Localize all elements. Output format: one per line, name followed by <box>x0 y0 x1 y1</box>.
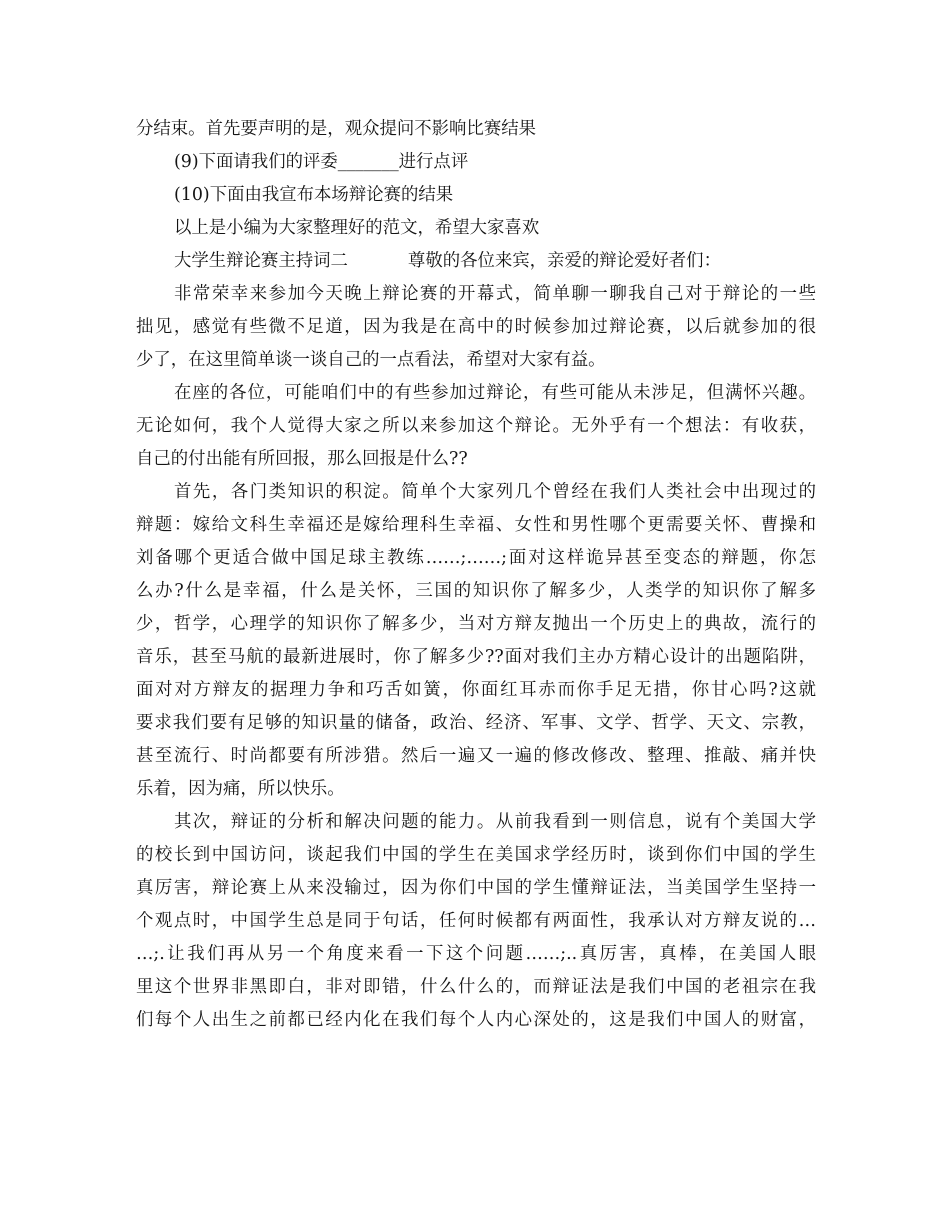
paragraph-3-line: 要求我们要有足够的知识量的储备，政治、经济、军事、文学、哲学、天文、宗教， <box>136 713 816 733</box>
greeting: 尊敬的各位来宾，亲爱的辩论爱好者们： <box>407 251 721 271</box>
paragraph-2-line: 无论如何，我个人觉得大家之所以来参加这个辩论。无外乎有一个想法：有收获， <box>136 416 816 436</box>
paragraph-1-line: 拙见，感觉有些微不足道，因为我是在高中的时候参加过辩论赛，以后就参加的很 <box>136 317 816 337</box>
paragraph-1-line: 少了，在这里简单谈一谈自己的一点看法，希望对大家有益。 <box>136 350 606 370</box>
paragraph-3-line: 么办?什么是幸福，什么是关怀，三国的知识你了解多少，人类学的知识你了解多 <box>136 581 816 601</box>
paragraph-4-line: 真厉害，辩论赛上从来没输过，因为你们中国的学生懂辩证法，当美国学生坚持一 <box>136 878 816 898</box>
paragraph-4-line: 个观点时，中国学生总是同于句话，任何时候都有两面性，我承认对方辩友说的… <box>136 911 816 931</box>
section-title-line <box>136 245 816 278</box>
paragraph-1-line: 非常荣幸来参加今天晚上辩论赛的开幕式，简单聊一聊我自己对于辩论的一些 <box>174 284 816 304</box>
list-item-10: (10)下面由我宣布本场辩论赛的结果 <box>174 185 454 205</box>
paragraph-4-line: 里这个世界非黑即白，非对即错，什么什么的，而辩证法是我们中国的老祖宗在我 <box>136 977 816 997</box>
paragraph-3-line: 面对对方辩友的据理力争和巧舌如簧，你面红耳赤而你手足无措，你甘心吗?这就 <box>136 680 816 700</box>
paragraph-3-line: 刘备哪个更适合做中国足球主教练……;……;面对这样诡异甚至变态的辩题，你怎 <box>136 548 816 568</box>
paragraph-2-line: 在座的各位，可能咱们中的有些参加过辩论，有些可能从未涉足，但满怀兴趣。 <box>174 383 816 403</box>
list-item-9 <box>136 146 816 179</box>
section-title: 大学生辩论赛主持词二 <box>174 251 348 271</box>
text-line: 分结束。首先要声明的是，观众提问不影响比赛结果 <box>136 119 536 139</box>
paragraph-3-line: 辩题：嫁给文科生幸福还是嫁给理科生幸福、女性和男性哪个更需要关怀、曹操和 <box>136 515 816 535</box>
paragraph-4-line: 们每个人出生之前都已经内化在我们每个人内心深处的，这是我们中国人的财富， <box>136 1010 816 1030</box>
paragraph-3-line: 甚至流行、时尚都要有所涉猎。然后一遍又一遍的修改修改、整理、推敲、痛并快 <box>136 746 816 766</box>
document-body <box>136 113 816 1037</box>
closing-line: 以上是小编为大家整理好的范文，希望大家喜欢 <box>174 218 540 238</box>
paragraph-3-line: 少，哲学，心理学的知识你了解多少，当对方辩友抛出一个历史上的典故，流行的 <box>136 614 816 634</box>
item-9-text-after: 进行点评 <box>398 152 469 172</box>
paragraph-3-line: 乐着，因为痛，所以快乐。 <box>136 779 345 799</box>
paragraph-3-line: 音乐，甚至马航的最新进展时，你了解多少??面对我们主办方精心设计的出题陷阱， <box>136 647 816 667</box>
item-9-text-before: (9)下面请我们的评委 <box>174 152 338 172</box>
paragraph-4-line: …;.让我们再从另一个角度来看一下这个问题……;..真厉害，真棒，在美国人眼 <box>136 944 816 964</box>
paragraph-3-line: 首先，各门类知识的积淀。简单个大家列几个曾经在我们人类社会中出现过的 <box>174 482 816 502</box>
item-9-blank: _______ <box>337 152 399 172</box>
paragraph-4-line: 其次，辩证的分析和解决问题的能力。从前我看到一则信息，说有个美国大学 <box>174 812 816 832</box>
paragraph-4-line: 的校长到中国访问，谈起我们中国的学生在美国求学经历时，谈到你们中国的学生 <box>136 845 816 865</box>
paragraph-2-line: 自己的付出能有所回报，那么回报是什么?? <box>136 449 468 469</box>
